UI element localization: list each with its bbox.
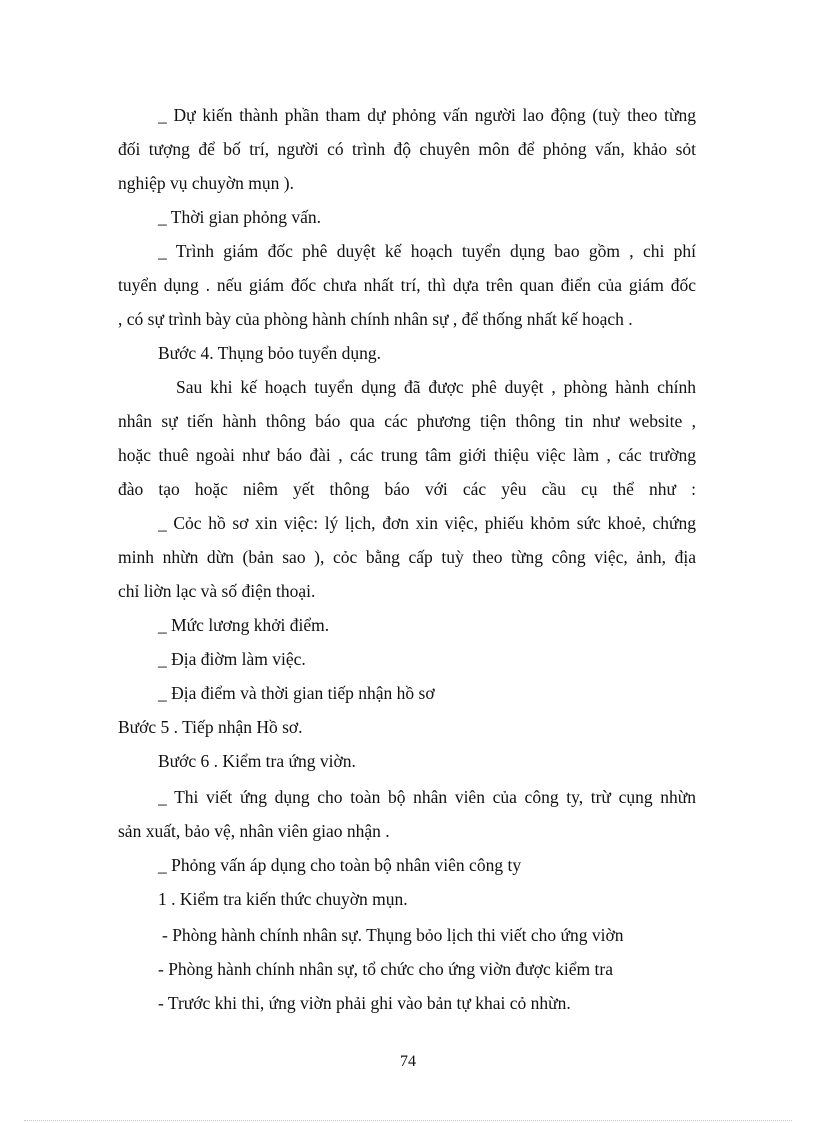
text-line: đối tượng để bố trí, người có trình độ chuyên môn để phỏng vấn, khảo sỏt: [118, 139, 696, 159]
text-line: _ Thi viết ứng dụng cho toàn bộ nhân viên của công ty, trừ cụng nhừn: [158, 787, 696, 807]
text-line: 1 . Kiểm tra kiến thức chuyờn mụn.: [158, 889, 408, 909]
text-line: tuyển dụng . nếu giám đốc chưa nhất trí, thì dựa trên quan điển của giám đốc: [118, 275, 696, 295]
text-line: minh nhừn dừn (bản sao ), cỏc bằng cấp tuỳ theo từng công việc, ảnh, địa: [118, 547, 696, 567]
text-line: - Phòng hành chính nhân sự, tổ chức cho ứng viờn được kiểm tra: [158, 959, 613, 979]
section-heading: Bước 5 . Tiếp nhận Hồ sơ.: [118, 717, 303, 737]
text-line: Sau khi kế hoạch tuyển dụng đã được phê duyệt , phòng hành chính: [176, 377, 696, 397]
text-line: sản xuất, bảo vệ, nhân viên giao nhận .: [118, 821, 390, 841]
text-line: hoặc thuê ngoài như báo đài , các trung tâm giới thiệu việc làm , các trường: [118, 445, 696, 465]
text-line: _ Cỏc hồ sơ xin việc: lý lịch, đơn xin việc, phiếu khỏm sức khoẻ, chứng: [158, 513, 696, 533]
text-line: - Trước khi thi, ứng viờn phải ghi vào bản tự khai cỏ nhừn.: [158, 993, 571, 1013]
text-line: _ Phỏng vấn áp dụng cho toàn bộ nhân viên công ty: [158, 855, 522, 875]
text-line: - Phòng hành chính nhân sự. Thụng bỏo lịch thi viết cho ứng viờn: [162, 925, 624, 945]
text-line: đào tạo hoặc niêm yết thông báo với các yêu cầu cụ thể như :: [118, 479, 696, 499]
text-line: , có sự trình bày của phòng hành chính nhân sự , để thống nhất kế hoạch .: [118, 309, 633, 329]
text-line: _ Thời gian phỏng vấn.: [158, 207, 322, 227]
text-line: _ Địa điờm làm việc.: [158, 649, 306, 669]
text-line: nhân sự tiến hành thông báo qua các phương tiện thông tin như website ,: [118, 411, 696, 431]
section-heading: Bước 4. Thụng bỏo tuyển dụng.: [158, 343, 382, 363]
text-line: chỉ liờn lạc và số điện thoại.: [118, 581, 316, 601]
page-number: 74: [400, 1053, 416, 1070]
text-line: _ Dự kiến thành phần tham dự phỏng vấn người lao động (tuỳ theo từng: [158, 105, 696, 125]
text-line: nghiệp vụ chuyờn mụn ).: [118, 173, 294, 193]
text-line: _ Mức lương khởi điểm.: [158, 615, 330, 635]
text-line: _ Địa điểm và thời gian tiếp nhận hồ sơ: [158, 683, 435, 703]
bottom-divider: [24, 1120, 792, 1121]
text-line: _ Trình giám đốc phê duyệt kế hoạch tuyển dụng bao gồm , chi phí: [158, 241, 696, 261]
section-heading: Bước 6 . Kiểm tra ứng viờn.: [158, 751, 356, 771]
